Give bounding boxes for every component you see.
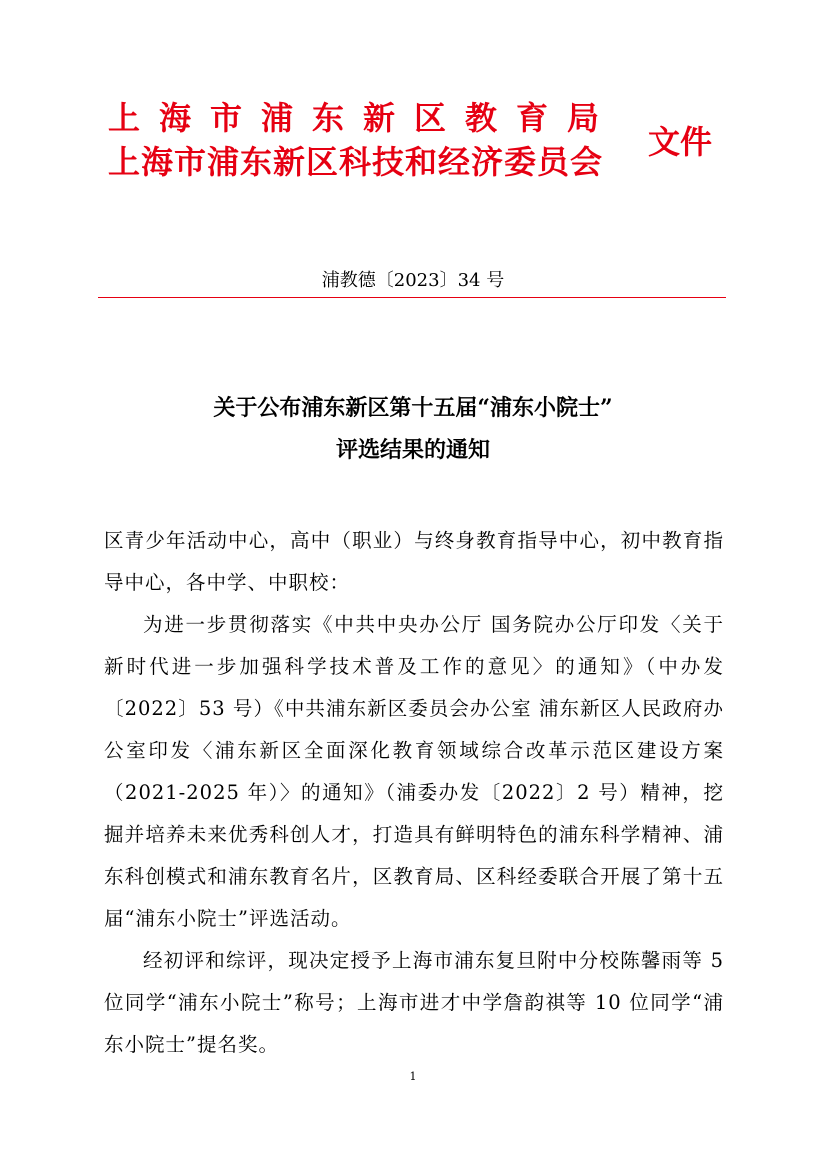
notice-title-line-1: 关于公布浦东新区第十五届“浦东小院士” [213, 395, 613, 421]
issuer-education-bureau: 上海市浦东新区教育局 [108, 99, 619, 137]
document-suffix: 文件 [648, 123, 713, 161]
document-number: 浦教德〔2023〕34 号 [321, 270, 505, 291]
body-paragraph-decision: 经初评和综评，现决定授予上海市浦东复旦附中分校陈馨雨等 5 位同学“浦东小院士”称号；上海市进才中学詹韵祺等 10 位同学“浦东小院士”提名奖。 [104, 949, 724, 1056]
issuer-science-economy-committee: 上海市浦东新区科技和经济委员会 [108, 143, 604, 181]
document-header [108, 98, 728, 190]
red-divider [98, 297, 726, 298]
notice-title-line-2: 评选结果的通知 [335, 437, 490, 463]
page-number: 1 [409, 1070, 417, 1083]
recipients: 区青少年活动中心，高中（职业）与终身教育指导中心，初中教育指导中心，各中学、中职校： [104, 529, 724, 594]
body-paragraph-purpose: 为进一步贯彻落实《中共中央办公厅 国务院办公厅印发〈关于新时代进一步加强科学技术普及工作的意见〉的通知》（中办发〔2022〕53 号）《中共浦东新区委员会办公室 浦东新区人民政府办公室印发〈浦东新区全面深化教育领域综合改革示范区建设方案（2021-2025 年）〉的通知》（浦委办发〔2022〕2 号）精神，挖掘并培养未来优秀科创人才，打造具有鲜明特色的浦东科学精神、浦东科创模式和浦东教育名片，区教育局、区科经委联合开展了第十五届“浦东小院士”评选活动。 [104, 613, 724, 930]
notice-body [104, 520, 724, 1066]
